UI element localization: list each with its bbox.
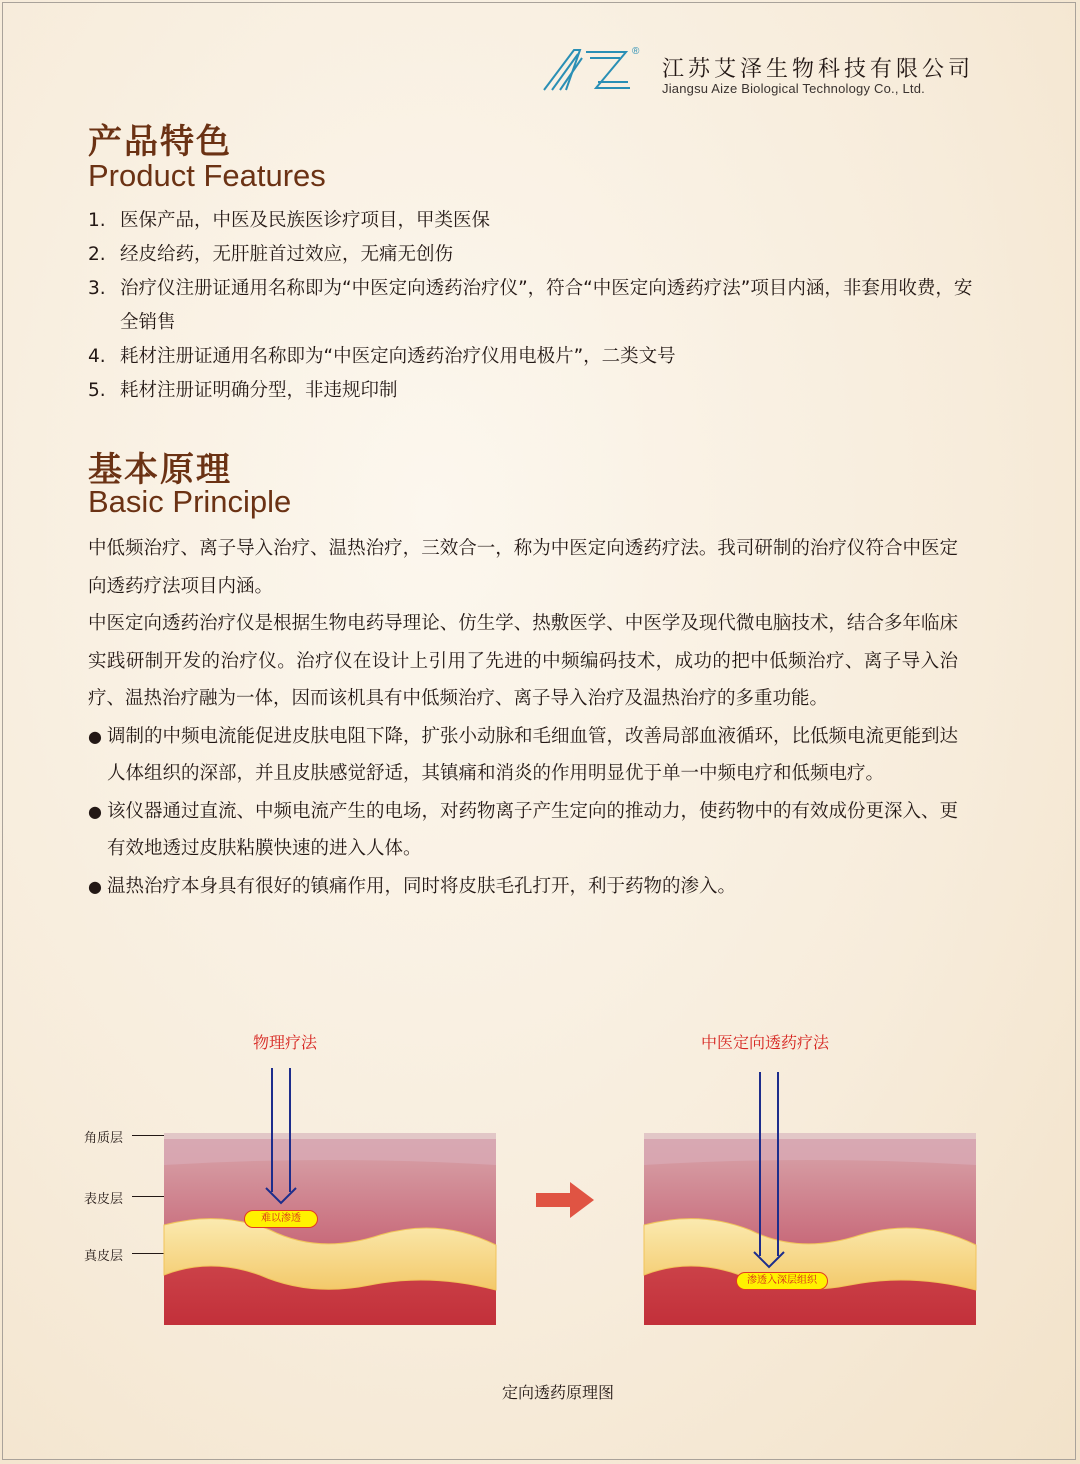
feature-number: 5. — [88, 380, 106, 401]
stratum-corneum-label: 角质层 — [84, 1131, 124, 1146]
feature-text: 医保产品，中医及民族医诊疗项目，甲类医保 — [120, 210, 491, 231]
feature-text: 耗材注册证明确分型，非违规印制 — [120, 380, 398, 401]
feature-number: 2. — [88, 244, 106, 265]
feature-text: 耗材注册证通用名称即为“中医定向透药治疗仪用电极片”，二类文号 — [120, 346, 676, 367]
feature-text: 经皮给药，无肝脏首过效应，无痛无创伤 — [120, 244, 454, 265]
principle-bullet — [88, 718, 958, 793]
registered-mark: ® — [632, 46, 640, 57]
principle-title-cn: 基本原理 — [88, 450, 232, 490]
bullet-text: 调制的中频电流能促进皮肤电阻下降，扩张小动脉和毛细血管，改善局部血液循环，比低频电流更能到达人体组织的深部，并且皮肤感觉舒适，其镇痛和消炎的作用明显优于单一中频电疗和低频电疗。 — [107, 725, 959, 784]
hard-to-penetrate-tag: 难以渗透 — [244, 1210, 318, 1228]
company-logo — [540, 44, 650, 96]
features-title-cn: 产品特色 — [88, 122, 232, 162]
company-name-en: Jiangsu Aize Biological Technology Co., Ltd. — [662, 81, 925, 96]
physical-therapy-title: 物理疗法 — [252, 1033, 317, 1052]
feature-item — [88, 340, 988, 374]
feature-item — [88, 374, 988, 408]
deep-penetration-tag: 渗透入深层组织 — [736, 1272, 828, 1290]
principle-bullet — [88, 793, 958, 868]
feature-item — [88, 272, 988, 340]
principle-bullet — [88, 868, 958, 906]
principle-body — [88, 530, 958, 905]
feature-number: 3. — [88, 278, 106, 299]
skin-block-right — [640, 1125, 980, 1335]
feature-item — [88, 204, 988, 238]
diagram-caption: 定向透药原理图 — [501, 1383, 614, 1402]
feature-number: 1. — [88, 210, 106, 231]
directional-therapy-title: 中医定向透药疗法 — [700, 1033, 829, 1052]
principle-paragraph: 中低频治疗、离子导入治疗、温热治疗，三效合一，称为中医定向透药疗法。我司研制的治疗仪符合中医定向透药疗法项目内涵。 — [88, 538, 958, 597]
features-list — [88, 204, 988, 408]
bullet-icon: ● — [88, 726, 102, 746]
bullet-text: 该仪器通过直流、中频电流产生的电场，对药物离子产生定向的推动力，使药物中的有效成份更深入、更有效地透过皮肤粘膜快速的进入人体。 — [107, 800, 959, 859]
bullet-icon: ● — [88, 876, 102, 896]
dermis-label: 真皮层 — [84, 1249, 124, 1264]
principle-paragraph: 中医定向透药治疗仪是根据生物电药导理论、仿生学、热敷医学、中医学及现代微电脑技术，结合多年临床实践研制开发的治疗仪。治疗仪在设计上引用了先进的中频编码技术，成功的把中低频治疗、离子导入治疗、温热治疗融为一体，因而该机具有中低频治疗、离子导入治疗及温热治疗的多重功能。 — [88, 613, 958, 709]
features-title-en: Product Features — [88, 158, 326, 193]
transition-arrow-icon — [536, 1182, 596, 1218]
feature-item — [88, 238, 988, 272]
bullet-text: 温热治疗本身具有很好的镇痛作用，同时将皮肤毛孔打开，利于药物的渗入。 — [107, 875, 737, 897]
feature-text: 治疗仪注册证通用名称即为“中医定向透药治疗仪”，符合“中医定向透药疗法”项目内涵，非套用收费，安全销售 — [120, 278, 973, 333]
skin-block-left — [160, 1125, 500, 1335]
principle-title-en: Basic Principle — [88, 484, 292, 519]
epidermis-label: 表皮层 — [84, 1192, 124, 1207]
penetrate-arrow-icon — [750, 1072, 790, 1272]
feature-number: 4. — [88, 346, 106, 367]
bullet-icon: ● — [88, 801, 102, 821]
company-name-cn: 江苏艾泽生物科技有限公司 — [662, 57, 975, 82]
blocked-arrow-icon — [262, 1068, 302, 1208]
